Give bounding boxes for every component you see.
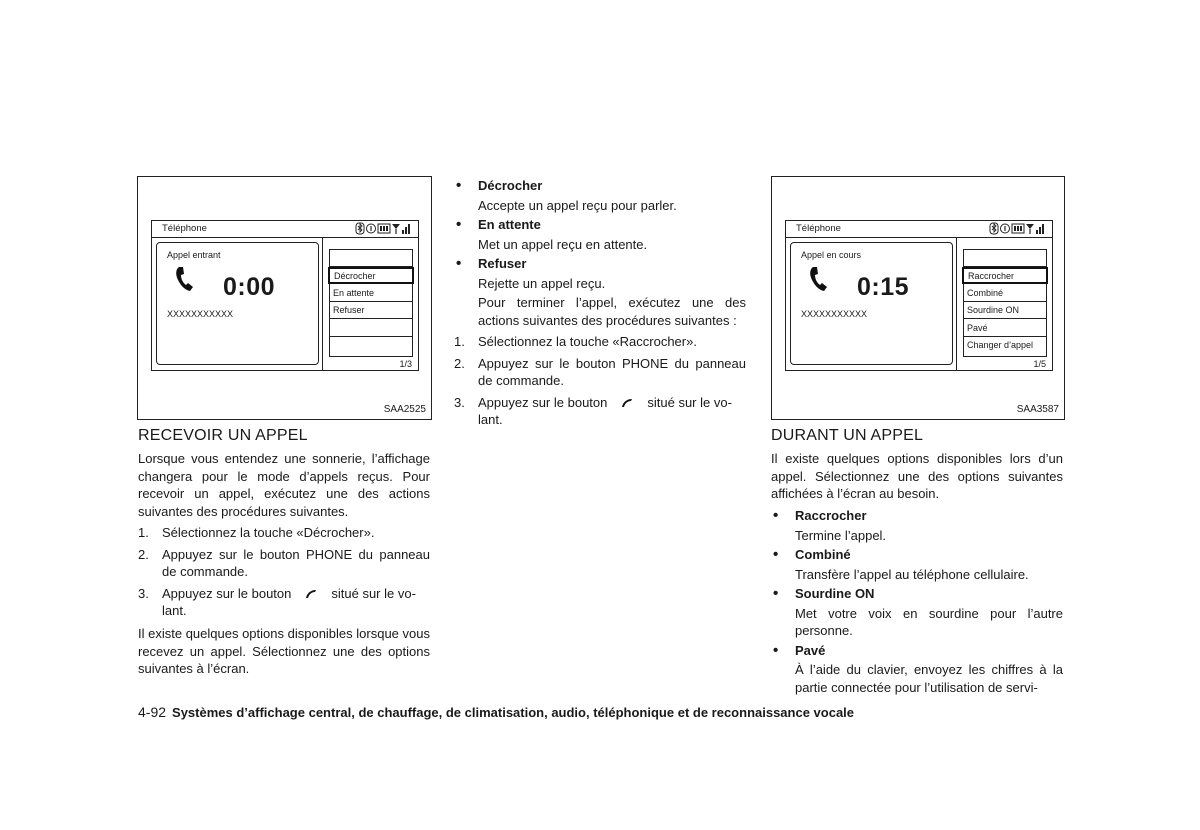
menu-item-hang-up[interactable]: Raccrocher [962,267,1048,284]
caller-number: XXXXXXXXXXX [167,309,234,319]
menu-item-empty [964,250,1046,267]
bullet-desc: Termine l’appel. [795,527,887,543]
phone-screen [785,220,1053,371]
paragraph: Il existe quelques options disponibles lorsque vous recevez un appel. Sélectionnez une des options suivantes à l’écran. [138,626,430,676]
bullet-title: • Refuser [454,255,746,273]
menu-item-switch-call[interactable]: Changer d’appel [967,340,1034,350]
call-status-label: Appel entrant [167,250,221,260]
chapter-title: Systèmes d’affichage central, de chauffage, de climatisation, audio, téléphonique et de reconnaissance vocale [172,705,855,720]
answer-options [454,177,746,429]
during-options [771,507,1063,696]
menu-item-reject[interactable]: Refuser [330,302,412,319]
call-info-panel [156,242,319,365]
call-timer: 0:15 [857,273,910,301]
bullet-desc: Accepte un appel reçu pour parler. [478,197,677,213]
list-item: 3. Appuyez sur le bouton situé sur le vo- lant. [138,585,416,618]
list-item: 2. Appuyez sur le bouton PHONE du panneau de commande. [454,355,746,388]
list-item: 3. Appuyez sur le bouton situé sur le vo- lant. [454,394,732,427]
bullet-desc: À l’aide du clavier, envoyez les chiffres à la partie connectée pour l’utilisation de servi- [795,662,1063,695]
menu-item-mute[interactable]: Sourdine ON [964,302,1046,319]
panel-divider [956,237,957,370]
phone-handset-icon [175,265,195,293]
receive-outro [138,625,430,678]
bullet-title: • Raccrocher [771,507,1063,525]
bluetooth-icon [356,223,364,234]
bullet-title: • Sourdine ON [771,585,1063,603]
during-intro [771,450,1063,503]
phone-handset-icon [809,265,829,293]
paragraph: Lorsque vous entendez une sonnerie, l’affichage changera pour le mode d’appels reçus. Pour recevoir un appel, exécutez une des actions suivantes des procédures suivantes. [138,451,430,519]
figure-code: SAA3587 [1016,404,1059,415]
caller-number: XXXXXXXXXXX [801,309,868,319]
page-number: 4-92 [138,704,167,720]
screen-title: Téléphone [162,223,207,234]
bullet-desc: Transfère l’appel au téléphone cellulaire. [795,566,1029,582]
call-info-panel [790,242,953,365]
bullet-title: • En attente [454,216,746,234]
info-icon [1001,224,1010,233]
status-icons [355,222,415,235]
call-timer: 0:00 [223,273,276,301]
section-heading-during: DURANT UN APPEL [771,427,924,444]
bullet-desc: Met votre voix en sourdine pour l’autre personne. [795,605,1063,638]
call-options-menu [329,249,413,357]
battery-icon [1012,224,1024,233]
status-icons [989,222,1049,235]
bullet-desc: Pour terminer l’appel, exécutez une des actions suivantes des procédures suivantes : [478,295,746,328]
bullet-title: • Pavé [771,642,1063,660]
receive-steps [138,524,430,620]
bullet-desc: Met un appel reçu en attente. [478,236,648,252]
page-indicator: 1/3 [399,359,412,369]
paragraph: Il existe quelques options disponibles lors d’un appel. Sélectionnez une des options suivantes affichées à l’écran au besoin. [771,451,1063,501]
signal-icon [1026,224,1044,234]
screen-header [786,221,1052,238]
menu-item-handset[interactable]: Combiné [964,285,1046,302]
bullet-title: • Combiné [771,546,1063,564]
info-icon [367,224,376,233]
list-item: 1. Sélectionnez la touche «Raccrocher». [454,334,697,349]
menu-item-empty [330,250,412,267]
screen-header [152,221,418,238]
receive-intro [138,450,430,520]
call-options-menu [963,249,1047,357]
battery-icon [378,224,390,233]
page-indicator: 1/5 [1033,359,1046,369]
bullet-desc: Rejette un appel reçu. [478,275,606,291]
screen-title: Téléphone [796,223,841,234]
steering-phone-icon [305,589,317,599]
phone-screen [151,220,419,371]
figure-code: SAA2525 [383,404,426,415]
section-heading-receive: RECEVOIR UN APPEL [138,427,308,444]
menu-item-answer[interactable]: Décrocher [328,267,414,284]
call-status-label: Appel en cours [801,250,862,260]
menu-item-keypad[interactable]: Pavé [964,320,1046,337]
menu-item-empty [330,337,412,354]
panel-divider [322,237,323,370]
list-item: 1. Sélectionnez la touche «Décrocher». [138,525,375,540]
bullet-title: • Décrocher [454,177,746,195]
figure-during-call [771,176,1065,420]
menu-item-hold[interactable]: En attente [330,285,412,302]
list-item: 2. Appuyez sur le bouton PHONE du panneau de commande. [138,546,430,579]
steering-phone-icon [621,398,633,408]
menu-item-empty [330,320,412,337]
figure-incoming-call [137,176,432,420]
signal-icon [392,224,410,234]
page-footer [138,704,854,720]
bluetooth-icon [990,223,998,234]
